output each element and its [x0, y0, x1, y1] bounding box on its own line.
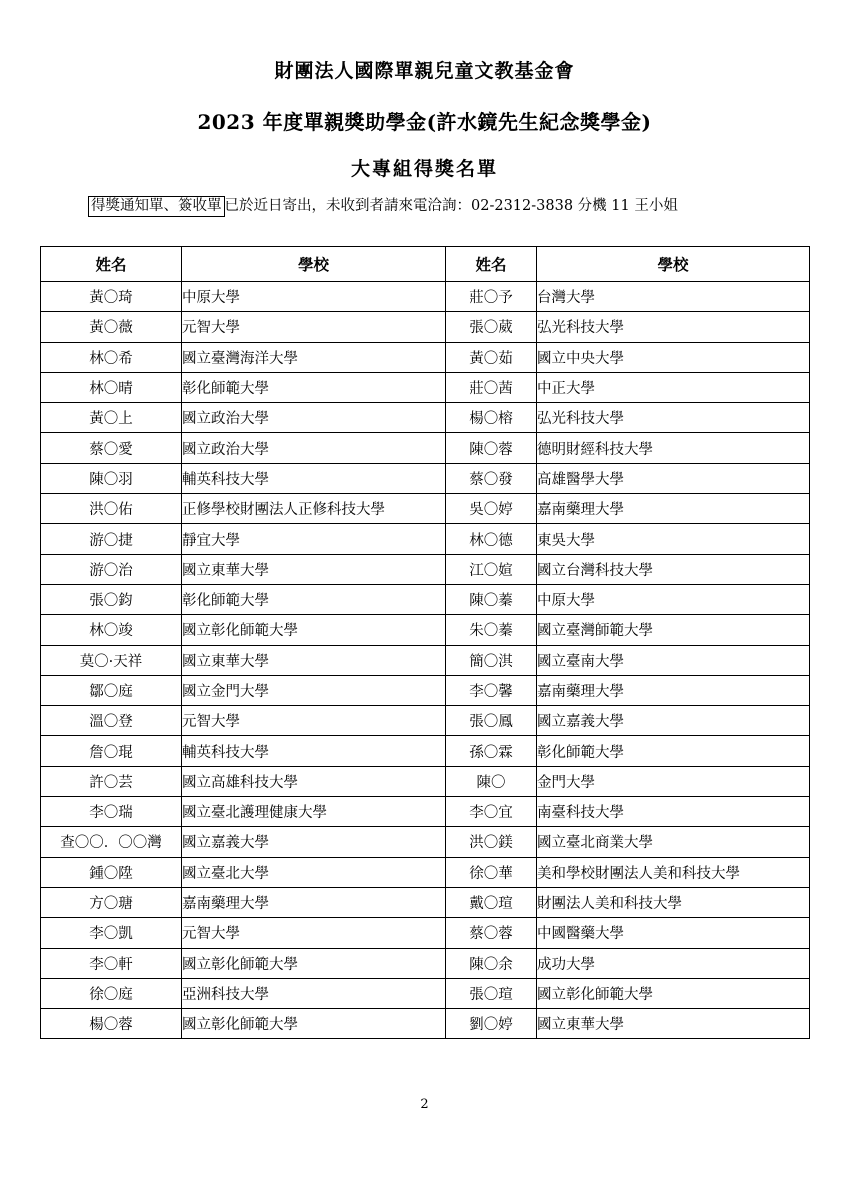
cell-name-right: 朱〇蓁	[446, 615, 537, 645]
cell-school-left: 國立臺北護理健康大學	[182, 797, 446, 827]
cell-name-left: 林〇竣	[41, 615, 182, 645]
cell-school-right: 美和學校財團法人美和科技大學	[537, 857, 810, 887]
cell-name-right: 蔡〇蓉	[446, 918, 537, 948]
cell-school-right: 國立彰化師範大學	[537, 978, 810, 1008]
cell-name-right: 張〇鳳	[446, 706, 537, 736]
cell-school-right: 國立台灣科技大學	[537, 554, 810, 584]
cell-school-right: 彰化師範大學	[537, 736, 810, 766]
cell-school-right: 國立東華大學	[537, 1009, 810, 1039]
cell-name-right: 戴〇瑄	[446, 887, 537, 917]
cell-school-left: 輔英科技大學	[182, 463, 446, 493]
award-list-table	[40, 246, 810, 1039]
cell-school-right: 弘光科技大學	[537, 312, 810, 342]
cell-name-left: 黃〇薇	[41, 312, 182, 342]
cell-name-right: 楊〇榕	[446, 403, 537, 433]
program-title: 2023 年度單親獎助學金(許水鏡先生紀念獎學金)	[197, 110, 652, 134]
cell-name-left: 李〇瑞	[41, 797, 182, 827]
cell-school-right: 中國醫藥大學	[537, 918, 810, 948]
cell-school-left: 國立臺北大學	[182, 857, 446, 887]
cell-name-right: 陳〇蓉	[446, 433, 537, 463]
cell-name-left: 方〇瑭	[41, 887, 182, 917]
table-row	[41, 463, 810, 493]
cell-school-left: 元智大學	[182, 312, 446, 342]
cell-name-left: 鍾〇陞	[41, 857, 182, 887]
cell-name-right: 莊〇予	[446, 282, 537, 312]
cell-name-right: 莊〇茜	[446, 372, 537, 402]
table-row	[41, 282, 810, 312]
cell-school-left: 彰化師範大學	[182, 584, 446, 614]
table-body	[41, 282, 810, 1039]
notice-line	[88, 194, 678, 215]
cell-school-left: 國立彰化師範大學	[182, 1009, 446, 1039]
table-row	[41, 918, 810, 948]
header-school-left: 學校	[182, 247, 446, 282]
cell-name-left: 溫〇登	[41, 706, 182, 736]
cell-name-left: 陳〇羽	[41, 463, 182, 493]
cell-school-right: 德明財經科技大學	[537, 433, 810, 463]
cell-school-right: 台灣大學	[537, 282, 810, 312]
cell-school-left: 嘉南藥理大學	[182, 887, 446, 917]
table-row	[41, 312, 810, 342]
cell-name-right: 劉〇婷	[446, 1009, 537, 1039]
page-number: 2	[420, 1097, 429, 1112]
table-row	[41, 494, 810, 524]
cell-name-left: 游〇捷	[41, 524, 182, 554]
cell-name-right: 張〇葳	[446, 312, 537, 342]
table-row	[41, 433, 810, 463]
table-row	[41, 403, 810, 433]
cell-school-left: 正修學校財團法人正修科技大學	[182, 494, 446, 524]
header-school-right: 學校	[537, 247, 810, 282]
cell-school-left: 靜宜大學	[182, 524, 446, 554]
table-row	[41, 766, 810, 796]
cell-name-left: 洪〇佑	[41, 494, 182, 524]
cell-name-left: 許〇芸	[41, 766, 182, 796]
table-row	[41, 887, 810, 917]
cell-name-left: 李〇凱	[41, 918, 182, 948]
cell-name-left: 張〇鈞	[41, 584, 182, 614]
cell-school-left: 元智大學	[182, 918, 446, 948]
table-row	[41, 524, 810, 554]
cell-school-right: 弘光科技大學	[537, 403, 810, 433]
table-row	[41, 584, 810, 614]
table-row	[41, 978, 810, 1008]
cell-school-right: 南臺科技大學	[537, 797, 810, 827]
cell-school-right: 國立臺北商業大學	[537, 827, 810, 857]
cell-school-left: 國立嘉義大學	[182, 827, 446, 857]
group-title: 大專組得獎名單	[350, 158, 498, 180]
cell-name-right: 黃〇茹	[446, 342, 537, 372]
cell-school-left: 國立政治大學	[182, 403, 446, 433]
cell-name-right: 李〇宜	[446, 797, 537, 827]
cell-school-right: 國立臺南大學	[537, 645, 810, 675]
header-name-right: 姓名	[446, 247, 537, 282]
cell-name-right: 孫〇霖	[446, 736, 537, 766]
cell-name-left: 徐〇庭	[41, 978, 182, 1008]
cell-school-right: 嘉南藥理大學	[537, 675, 810, 705]
cell-name-right: 吳〇婷	[446, 494, 537, 524]
table-row	[41, 736, 810, 766]
cell-school-left: 國立彰化師範大學	[182, 948, 446, 978]
cell-name-right: 蔡〇發	[446, 463, 537, 493]
cell-school-left: 國立東華大學	[182, 645, 446, 675]
cell-name-right: 林〇德	[446, 524, 537, 554]
cell-school-left: 彰化師範大學	[182, 372, 446, 402]
cell-name-left: 查〇〇．〇〇灣	[41, 827, 182, 857]
table-row	[41, 857, 810, 887]
cell-name-left: 莫〇·天祥	[41, 645, 182, 675]
table-row	[41, 342, 810, 372]
cell-name-right: 洪〇鎂	[446, 827, 537, 857]
cell-school-right: 嘉南藥理大學	[537, 494, 810, 524]
cell-school-left: 國立彰化師範大學	[182, 615, 446, 645]
cell-name-left: 李〇軒	[41, 948, 182, 978]
table-row	[41, 645, 810, 675]
cell-name-left: 林〇希	[41, 342, 182, 372]
cell-name-right: 陳〇余	[446, 948, 537, 978]
table-row	[41, 706, 810, 736]
cell-school-right: 金門大學	[537, 766, 810, 796]
cell-name-right: 陳〇蓁	[446, 584, 537, 614]
cell-school-right: 國立臺灣師範大學	[537, 615, 810, 645]
cell-name-left: 游〇治	[41, 554, 182, 584]
cell-name-right: 江〇媗	[446, 554, 537, 584]
header-name-left: 姓名	[41, 247, 182, 282]
table-header-row	[41, 247, 810, 282]
cell-school-right: 財團法人美和科技大學	[537, 887, 810, 917]
notice-boxed-text: 得獎通知單、簽收單	[88, 196, 225, 217]
cell-school-right: 中原大學	[537, 584, 810, 614]
table-row	[41, 554, 810, 584]
cell-name-right: 張〇瑄	[446, 978, 537, 1008]
cell-school-left: 中原大學	[182, 282, 446, 312]
table-row	[41, 797, 810, 827]
table-row	[41, 948, 810, 978]
cell-school-left: 國立政治大學	[182, 433, 446, 463]
cell-school-left: 國立臺灣海洋大學	[182, 342, 446, 372]
notice-text: 已於近日寄出，未收到者請來電洽詢：02-2312-3838 分機 11 王小姐	[224, 198, 678, 214]
cell-name-left: 黃〇上	[41, 403, 182, 433]
cell-name-left: 黃〇琦	[41, 282, 182, 312]
cell-school-right: 東吳大學	[537, 524, 810, 554]
cell-school-right: 高雄醫學大學	[537, 463, 810, 493]
cell-name-left: 詹〇琨	[41, 736, 182, 766]
cell-name-right: 簡〇淇	[446, 645, 537, 675]
cell-name-left: 楊〇蓉	[41, 1009, 182, 1039]
cell-school-left: 亞洲科技大學	[182, 978, 446, 1008]
table-row	[41, 615, 810, 645]
cell-school-right: 中正大學	[537, 372, 810, 402]
table-row	[41, 372, 810, 402]
cell-name-left: 林〇晴	[41, 372, 182, 402]
cell-school-left: 國立高雄科技大學	[182, 766, 446, 796]
table-row	[41, 1009, 810, 1039]
cell-name-right: 徐〇華	[446, 857, 537, 887]
cell-school-right: 成功大學	[537, 948, 810, 978]
cell-school-left: 元智大學	[182, 706, 446, 736]
cell-name-right: 陳〇	[446, 766, 537, 796]
cell-school-left: 輔英科技大學	[182, 736, 446, 766]
cell-school-left: 國立金門大學	[182, 675, 446, 705]
org-title: 財團法人國際單親兒童文教基金會	[274, 60, 575, 82]
cell-name-left: 蔡〇愛	[41, 433, 182, 463]
cell-school-right: 國立嘉義大學	[537, 706, 810, 736]
table-row	[41, 827, 810, 857]
cell-name-left: 鄒〇庭	[41, 675, 182, 705]
cell-school-left: 國立東華大學	[182, 554, 446, 584]
cell-name-right: 李〇馨	[446, 675, 537, 705]
cell-school-right: 國立中央大學	[537, 342, 810, 372]
table-row	[41, 675, 810, 705]
